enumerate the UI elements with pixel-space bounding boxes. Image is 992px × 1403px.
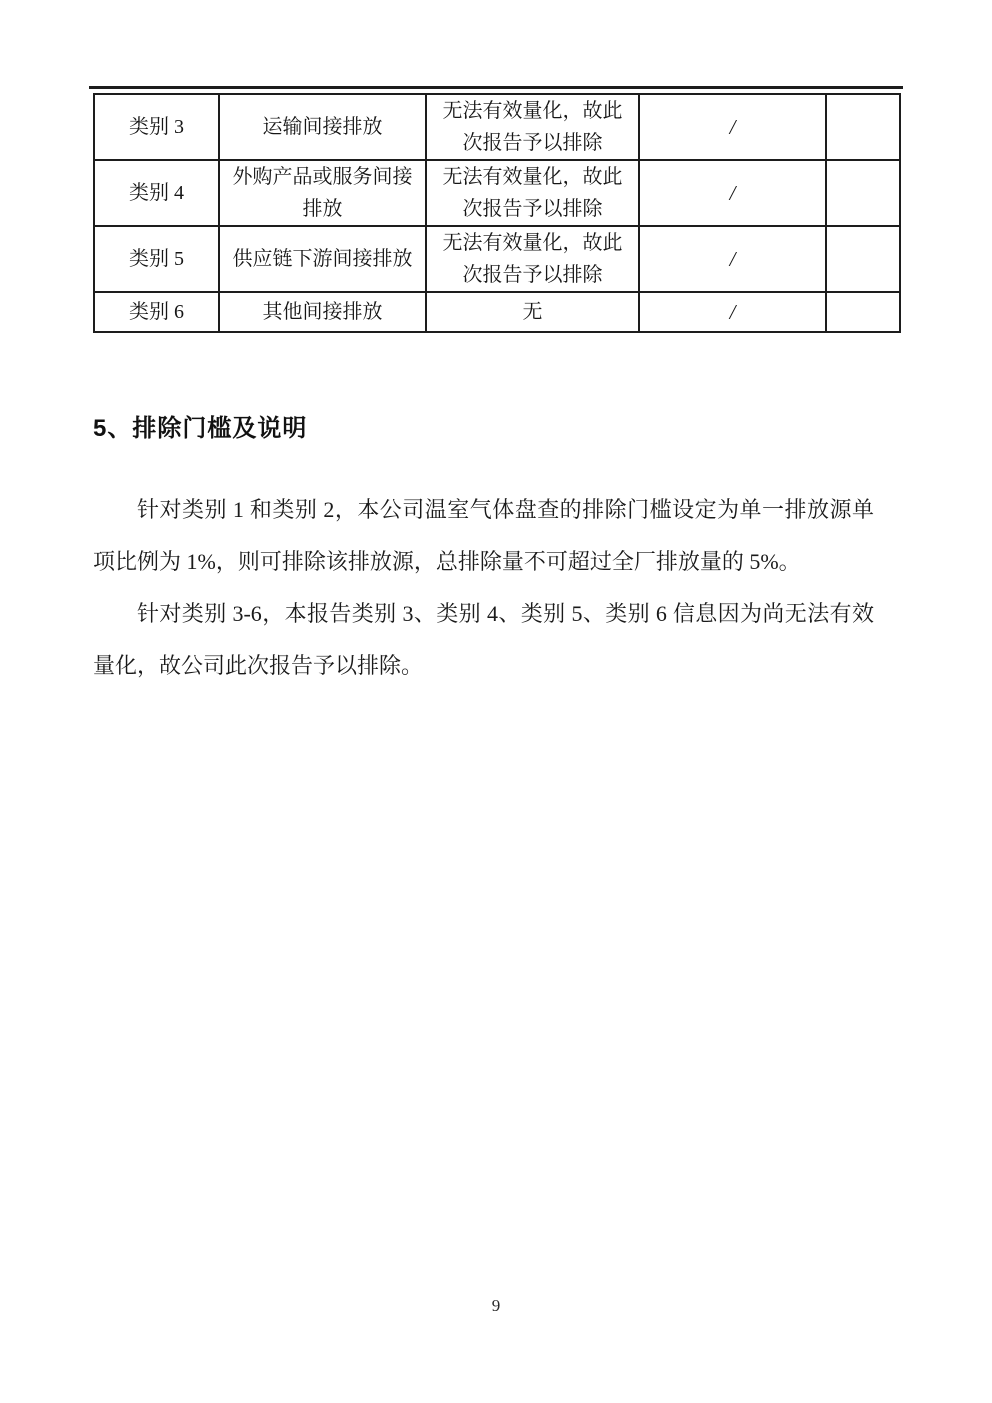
description-cell: 其他间接排放 (219, 292, 426, 332)
description-cell: 外购产品或服务间接排放 (219, 160, 426, 226)
empty-cell (826, 160, 900, 226)
category-cell: 类别 3 (94, 94, 219, 160)
table-row (94, 94, 900, 160)
table-row (94, 226, 900, 292)
category-cell: 类别 5 (94, 226, 219, 292)
value-cell: / (639, 94, 826, 160)
exclusion-reason-cell: 无 (426, 292, 639, 332)
value-cell: / (639, 160, 826, 226)
paragraph-categories-excluded: 针对类别 3-6，本报告类别 3、类别 4、类别 5、类别 6 信息因为尚无法有效量化，故公司此次报告予以排除。 (93, 601, 874, 678)
exclusion-reason-cell: 无法有效量化，故此次报告予以排除 (426, 160, 639, 226)
category-cell: 类别 6 (94, 292, 219, 332)
description-cell: 运输间接排放 (219, 94, 426, 160)
empty-cell (826, 94, 900, 160)
paragraph-exclusion-threshold: 针对类别 1 和类别 2，本公司温室气体盘查的排除门槛设定为单一排放源单项比例为 1%，则可排除该排放源，总排除量不可超过全厂排放量的 5%。 (93, 497, 874, 574)
table-row (94, 292, 900, 332)
emission-categories-table (93, 93, 901, 333)
exclusion-reason-cell: 无法有效量化，故此次报告予以排除 (426, 94, 639, 160)
exclusion-reason-cell: 无法有效量化，故此次报告予以排除 (426, 226, 639, 292)
value-cell: / (639, 226, 826, 292)
empty-cell (826, 292, 900, 332)
section-heading: 5、排除门槛及说明 (93, 415, 308, 442)
table-continuation-rule (89, 86, 903, 89)
value-cell: / (639, 292, 826, 332)
page-number: 9 (491, 1296, 501, 1315)
table-row (94, 160, 900, 226)
category-cell: 类别 4 (94, 160, 219, 226)
section-body (93, 484, 874, 692)
empty-cell (826, 226, 900, 292)
description-cell: 供应链下游间接排放 (219, 226, 426, 292)
